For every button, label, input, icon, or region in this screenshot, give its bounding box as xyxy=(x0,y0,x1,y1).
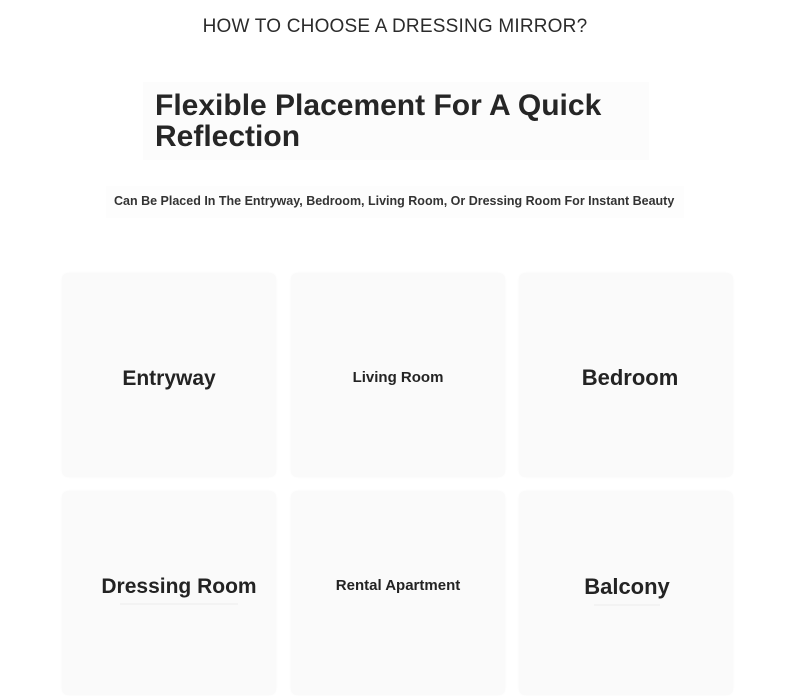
place-card-rental-apartment xyxy=(291,491,505,695)
place-card-dressing-room xyxy=(62,491,276,695)
place-card-entryway xyxy=(62,273,276,477)
place-label: Bedroom xyxy=(581,365,679,390)
section-kicker xyxy=(0,13,790,41)
place-label: Living Room xyxy=(352,368,444,386)
place-label: Balcony xyxy=(584,574,670,599)
place-card-balcony xyxy=(519,491,733,695)
place-label: Dressing Room xyxy=(101,575,257,598)
headline-block xyxy=(143,82,649,160)
place-card-living-room xyxy=(291,273,505,477)
place-card-bedroom xyxy=(519,273,733,477)
kicker-text: HOW TO CHOOSE A DRESSING MIRROR? xyxy=(189,13,602,41)
place-label: Rental Apartment xyxy=(335,576,461,594)
place-label: Entryway xyxy=(122,367,216,390)
subtitle-block xyxy=(106,186,684,218)
page-subtitle: Can Be Placed In The Entryway, Bedroom, Living Room, Or Dressing Room For Instant Beauty xyxy=(114,194,675,208)
page-title: Flexible Placement For A Quick Reflection xyxy=(155,89,602,153)
